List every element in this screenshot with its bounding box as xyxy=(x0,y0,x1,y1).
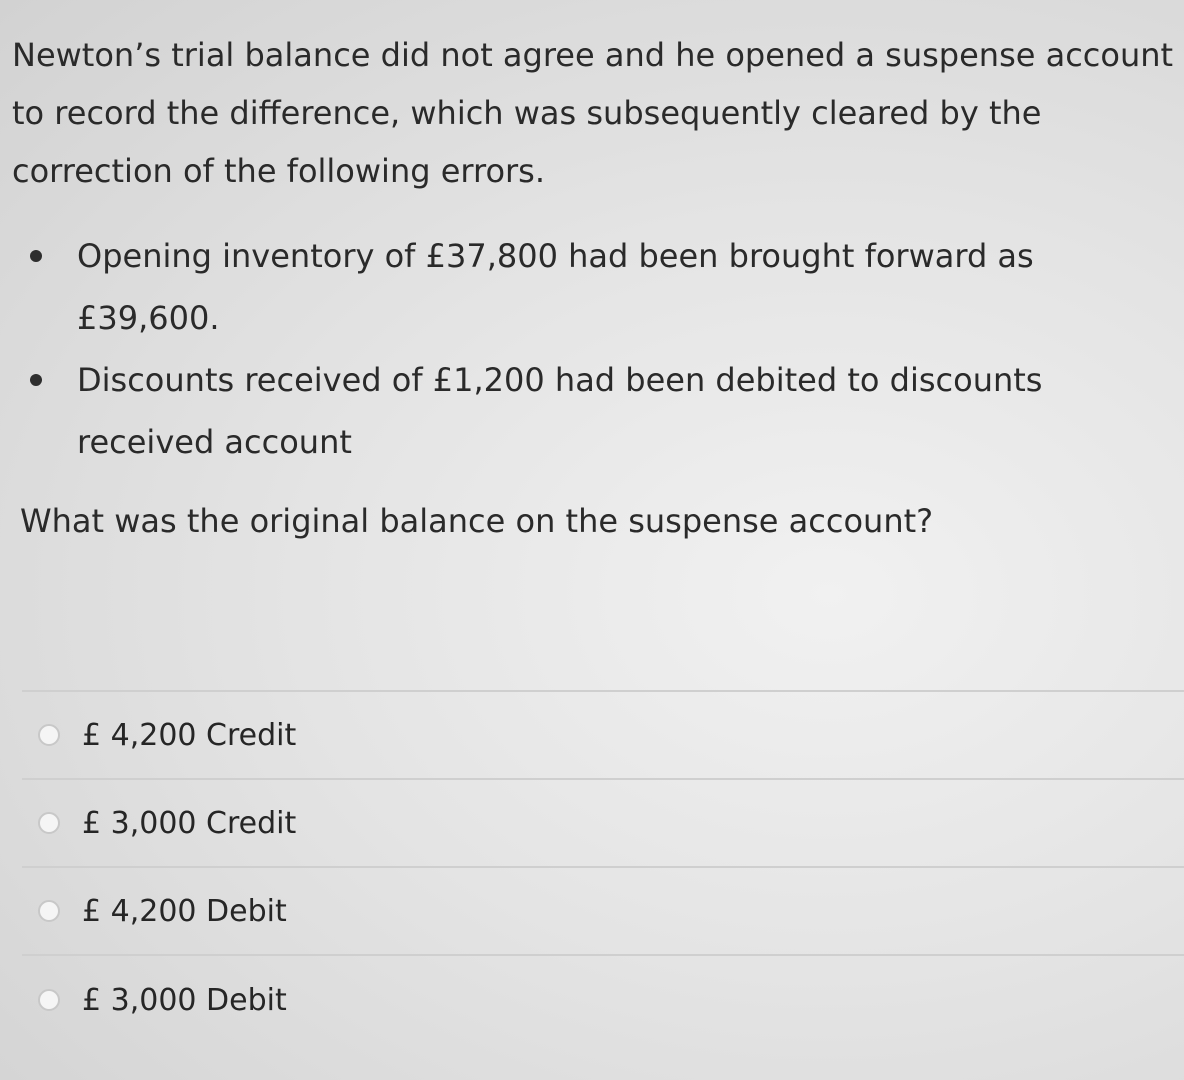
error-text: Opening inventory of £37,800 had been brought forward as £39,600. xyxy=(77,237,1034,337)
answer-option-1[interactable] xyxy=(22,692,1184,780)
radio-button[interactable] xyxy=(38,989,60,1011)
bullet-icon xyxy=(30,250,42,262)
answer-option-4[interactable] xyxy=(22,956,1184,1044)
radio-button[interactable] xyxy=(38,812,60,834)
error-text: Discounts received of £1,200 had been debited to discounts received account xyxy=(77,361,1043,461)
question-text: Newton’s trial balance did not agree and he opened a suspense account to record the difference, which was subsequently cleared by the correction of the following errors. xyxy=(12,36,1174,190)
radio-button[interactable] xyxy=(38,900,60,922)
answer-option-3[interactable] xyxy=(22,868,1184,956)
option-label[interactable]: £ 3,000 Debit xyxy=(82,982,287,1018)
answer-option-2[interactable] xyxy=(22,780,1184,868)
option-label[interactable]: £ 4,200 Credit xyxy=(82,717,297,753)
error-list xyxy=(0,225,1150,473)
list-item xyxy=(0,225,1150,349)
option-label[interactable]: £ 3,000 Credit xyxy=(82,805,297,841)
question-prompt: What was the original balance on the suspense account? xyxy=(20,502,934,540)
list-item xyxy=(0,349,1150,473)
bullet-icon xyxy=(30,374,42,386)
radio-button[interactable] xyxy=(38,724,60,746)
option-label[interactable]: £ 4,200 Debit xyxy=(82,893,287,929)
answer-options xyxy=(0,690,1184,1044)
